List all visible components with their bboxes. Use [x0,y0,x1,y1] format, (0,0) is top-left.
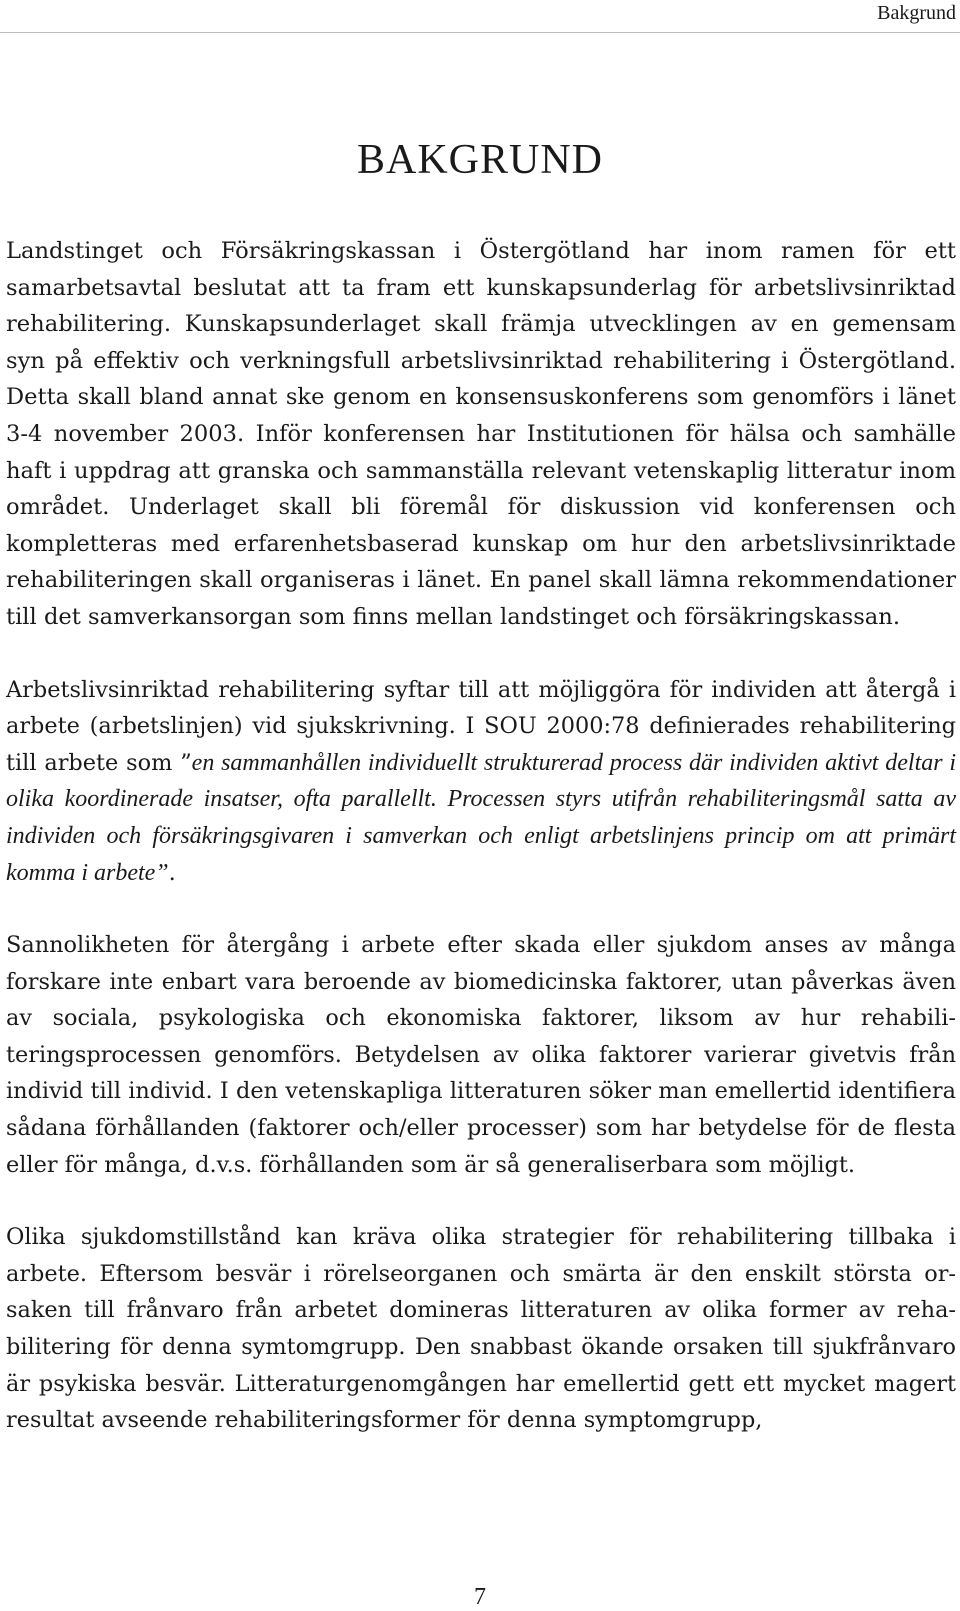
paragraph-4: Olika sjukdomstillstånd kan kräva olika strategier för rehabilitering tillbaka i arbete. Eftersom besvär i rörelseorganen och smärta är den enskilt största orsaken till frånvaro från arbetet domineras litteraturen av olika former av rehabilitering för denna symtomgrupp. Den snabbast ökande orsaken till sjukfrånvaro är psykiska besvär. Litteraturgenomgången har emellertid gett ett mycket magert resultat avseende rehabiliteringsformer för denna symptomgrupp, [6,1224,956,1434]
page-title: BAKGRUND [356,137,603,183]
paragraph-1: Landstinget och Försäkringskassan i Östergötland har inom ramen för ett samarbetsavtal beslutat att ta fram ett kunskapsunderlag för arbetslivsinriktad rehabilitering. Kunskapsunderlaget skall främja utvecklingen av en gemensam syn på effektiv och verkningsfull arbetslivsinriktad rehabilitering i Östergötland. Detta skall bland annat ske genom en konsensuskonferens som genomförs i länet 3-4 november 2003. Inför konferensen har Institutionen för hälsa och samhälle haft i uppdrag att granska och sammanställa relevant vetenskaplig litteratur inom området. Underlaget skall bli föremål för diskussion vid konferensen och kompletteras med erfarenhetsbaserad kunskap om hur den arbetslivsinriktade rehabiliteringen skall organiseras i länet. En panel skall lämna rekommendationer till det samverkansorgan som finns mellan landstinget och försäkringskassan. [6,238,956,630]
running-header [0,0,960,33]
body-text [6,233,956,1439]
paragraph-2-end: . [168,859,176,886]
paragraph-2 [6,672,956,892]
paragraph-3: Sannolikheten för återgång i arbete efter skada eller sjukdom anses av många forskare inte enbart vara beroende av biomedicinska faktorer, utan påverkas även av sociala, psykologiska och ekonomiska faktorer, liksom av hur rehabiliteringsprocessen genomförs. Betydelsen av olika faktorer varierar givetvis från individ till individ. I den vetenskapliga litteraturen söker man emellertid identifiera sådana förhållanden (faktorer och/eller processer) som har betydelse för de flesta eller för många, d.v.s. förhållanden som är så generaliserbara som möjligt. [6,932,956,1178]
running-header-title: Bakgrund [877,2,956,24]
paragraph-2-lead: Arbetslivsinriktad rehabilitering syftar till att möjliggöra för individen att återgå i arbete (arbetslinjen) vid sjukskrivning. I SOU 2000:78 definierades rehabilitering till arbete som ” [6,676,956,776]
page-number: 7 [474,1584,486,1610]
sou-definition-quote: en sammanhållen individuellt strukturerad process där individen aktivt deltar i olika koordinerade insatser, ofta parallellt. Processen styrs utifrån rehabiliteringsmål satta av individen och försäkringsgivaren i samverkan och enligt arbetslinjens princip om att primärt komma i arbete” [6,749,957,886]
